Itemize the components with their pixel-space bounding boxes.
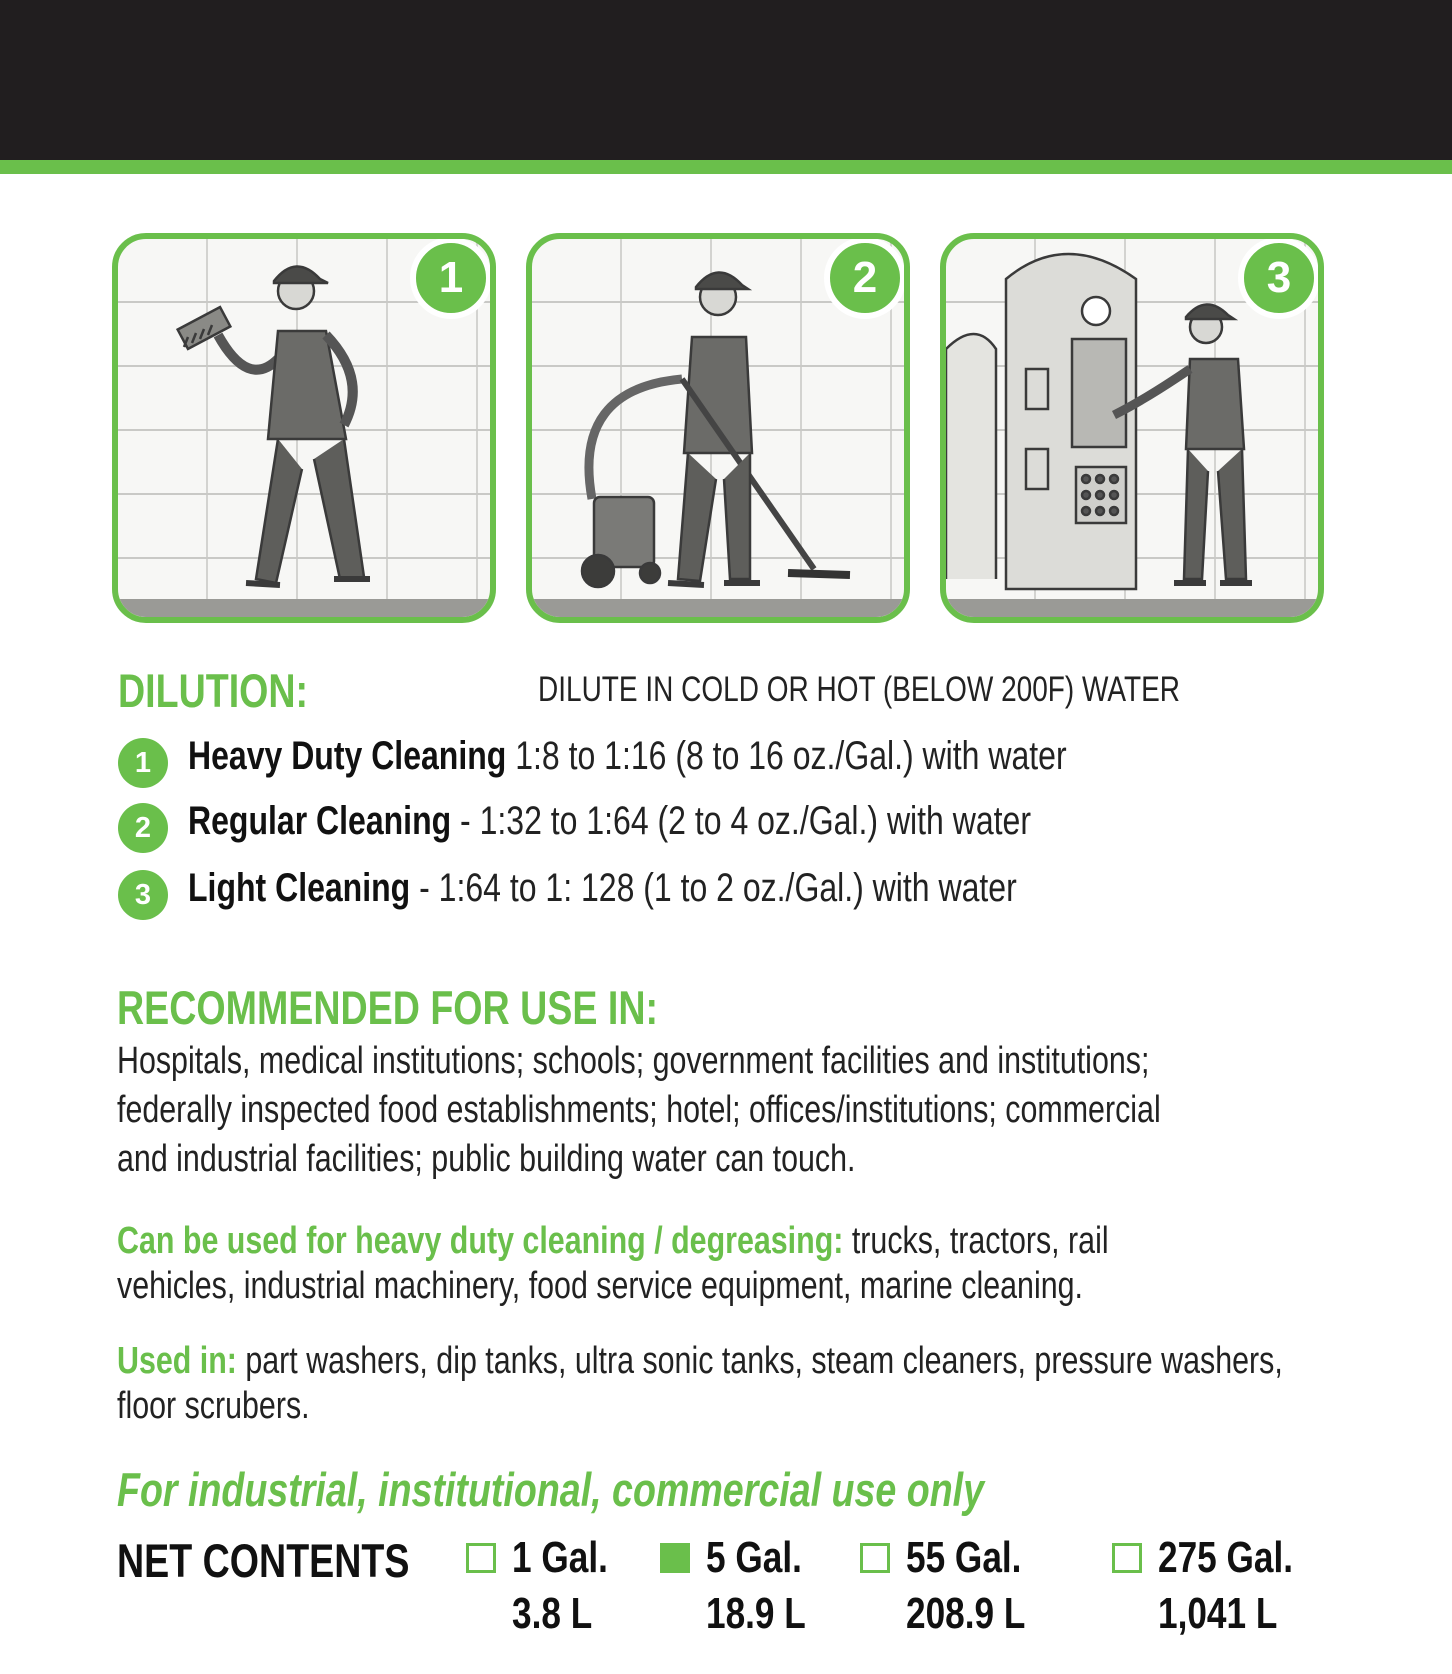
size-liters: 208.9 L — [906, 1589, 1026, 1638]
size-gallons: 5 Gal. — [706, 1533, 802, 1582]
degreasing-label: Can be used for heavy duty cleaning / degreasing: — [117, 1220, 844, 1262]
size-gallons: 55 Gal. — [906, 1533, 1022, 1582]
dilution-number-badge: 1 — [118, 738, 168, 788]
degreasing-text: trucks, tractors, rail — [843, 1220, 1109, 1262]
dilution-item-detail: 1:8 to 1:16 (8 to 16 oz./Gal.) with water — [506, 734, 1067, 778]
size-gallons: 1 Gal. — [512, 1533, 608, 1582]
used-in-line-2: floor scrubers. — [117, 1385, 310, 1427]
size-liters: 1,041 L — [1158, 1589, 1278, 1638]
step-number-badge: 3 — [1238, 237, 1320, 319]
size-checkbox — [466, 1543, 496, 1573]
header-bar — [0, 0, 1452, 160]
used-in-text: part washers, dip tanks, ultra sonic tanks, steam cleaners, pressure washers, — [236, 1340, 1283, 1382]
floor — [532, 599, 904, 617]
header-stripe — [0, 160, 1452, 174]
recommended-line: and industrial facilities; public building water can touch. — [117, 1138, 856, 1180]
recommended-line: federally inspected food establishments; hotel; offices/institutions; commercial — [117, 1089, 1161, 1131]
step-number-badge: 2 — [824, 237, 906, 319]
dilution-line — [188, 734, 1067, 779]
used-in-line — [117, 1339, 1283, 1384]
size-checkbox — [1112, 1543, 1142, 1573]
used-in-label: Used in: — [117, 1340, 237, 1382]
recommended-body — [117, 1037, 1452, 1184]
dilution-item-detail: - 1:32 to 1:64 (2 to 4 oz./Gal.) with water — [451, 799, 1032, 843]
dilution-number-badge: 2 — [118, 803, 168, 853]
step-2-illustration — [526, 233, 910, 623]
dilution-item-name: Regular Cleaning — [188, 799, 452, 843]
usage-note: For industrial, institutional, commercial use only — [117, 1463, 985, 1516]
size-liters: 3.8 L — [512, 1589, 593, 1638]
floor — [118, 599, 490, 617]
step-number-badge: 1 — [410, 237, 492, 319]
dilution-item-detail: - 1:64 to 1: 128 (1 to 2 oz./Gal.) with water — [410, 866, 1017, 910]
size-checkbox-checked — [660, 1543, 690, 1573]
size-liters: 18.9 L — [706, 1589, 806, 1638]
size-gallons: 275 Gal. — [1158, 1533, 1294, 1582]
dilution-line — [188, 866, 1017, 911]
size-checkbox — [860, 1543, 890, 1573]
dilution-title: DILUTION: — [118, 664, 309, 717]
net-contents-label: NET CONTENTS — [117, 1534, 410, 1587]
degreasing-paragraph — [117, 1219, 1357, 1309]
dilution-number-badge: 3 — [118, 870, 168, 920]
floor — [946, 599, 1318, 617]
step-3-illustration — [940, 233, 1324, 623]
used-in-paragraph — [117, 1339, 1452, 1429]
dilution-line — [188, 799, 1031, 844]
degreasing-line-2: vehicles, industrial machinery, food service equipment, marine cleaning. — [117, 1265, 1083, 1307]
step-1-illustration — [112, 233, 496, 623]
dilution-item-name: Heavy Duty Cleaning — [188, 734, 507, 778]
degreasing-line — [117, 1219, 1109, 1264]
dilution-item-name: Light Cleaning — [188, 866, 411, 910]
recommended-line: Hospitals, medical institutions; schools; government facilities and institutions; — [117, 1040, 1150, 1082]
recommended-title: RECOMMENDED FOR USE IN: — [117, 981, 659, 1034]
dilution-note: DILUTE IN COLD OR HOT (BELOW 200F) WATER — [538, 670, 1181, 709]
